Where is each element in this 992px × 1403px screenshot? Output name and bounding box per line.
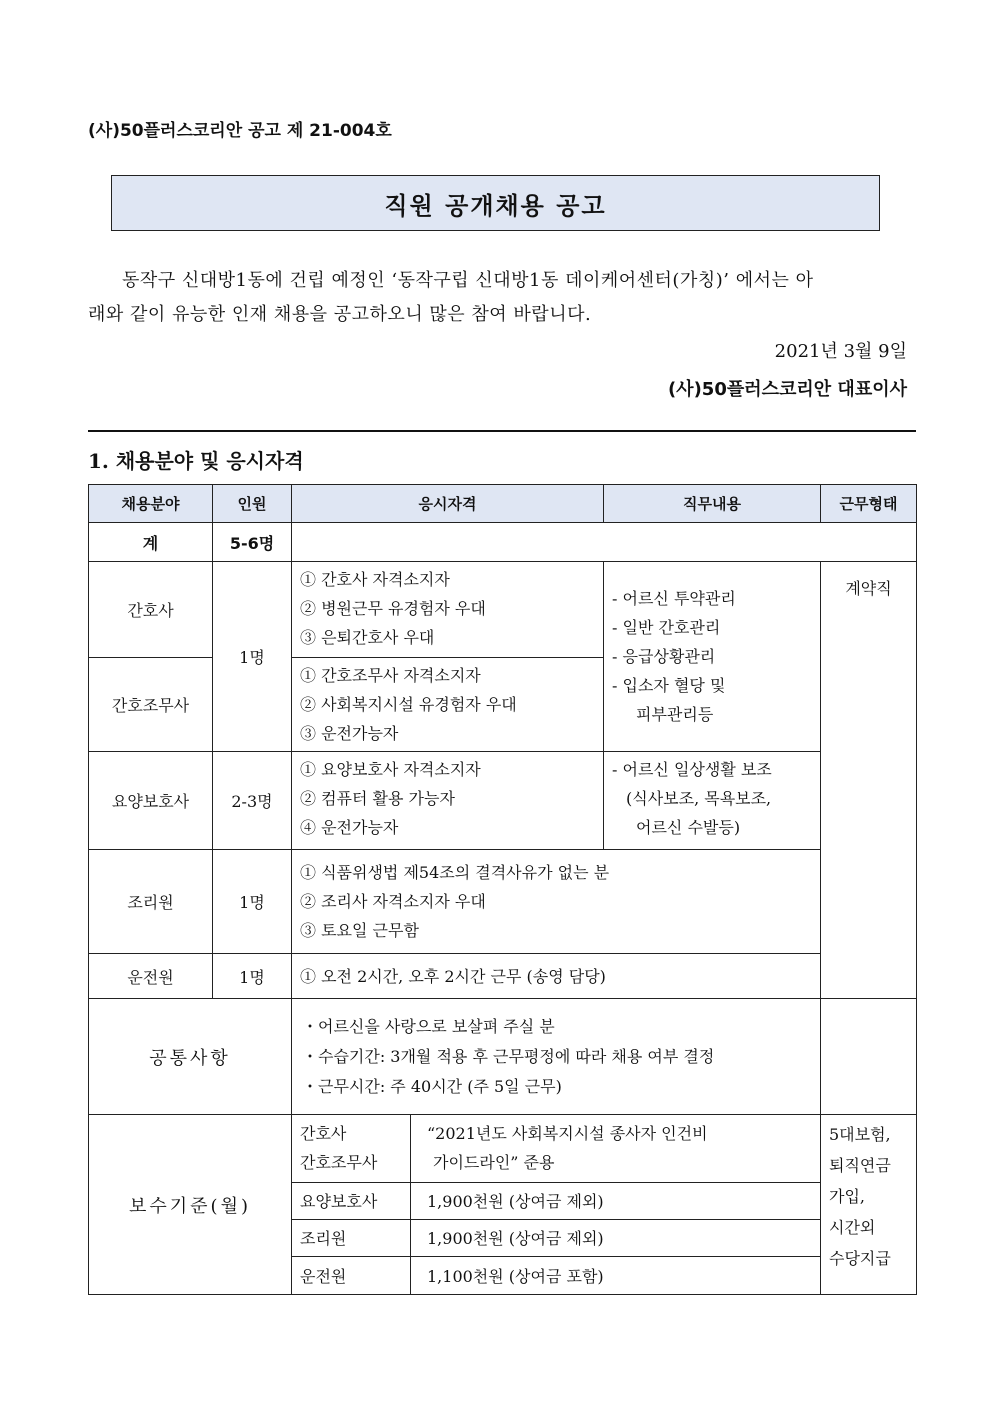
list-item: ・근무시간: 주 40시간 (주 5일 근무) xyxy=(302,1076,562,1096)
list-item: - 일반 간호관리 xyxy=(612,618,721,637)
list-item: ① 요양보호사 자격소지자 xyxy=(300,760,481,779)
total-label: 계 xyxy=(89,523,213,562)
pay-value-line: 가이드라인” 준용 xyxy=(433,1153,555,1173)
work-type: 계약직 xyxy=(821,562,917,999)
pay-value: 1,100천원 (상여금 포함) xyxy=(427,1266,604,1286)
count-driver: 1명 xyxy=(213,954,292,999)
table-header-row xyxy=(89,485,917,523)
page-title-text: 직원 공개채용 공고 xyxy=(384,191,607,220)
list-item: 가입, xyxy=(829,1187,865,1206)
table-row-cook xyxy=(89,850,917,954)
table-row-caregiver xyxy=(89,752,917,850)
list-item: ② 병원근무 유경험자 우대 xyxy=(300,599,486,618)
common-items xyxy=(292,999,821,1115)
pay-key: 운전원 xyxy=(292,1256,411,1294)
list-item: - 입소자 혈당 및 xyxy=(612,676,726,695)
header-duties: 직무내용 xyxy=(604,485,821,523)
pay-value-line: “2021년도 사회복지시설 종사자 인건비 xyxy=(427,1124,708,1144)
list-item: - 어르신 일상생활 보조 xyxy=(612,760,772,779)
common-empty xyxy=(821,999,917,1115)
intro-line-2: 래와 같이 유능한 인재 채용을 공고하오니 많은 참여 바랍니다. xyxy=(88,304,592,325)
pay-key-line: 간호조무사 xyxy=(300,1153,378,1173)
count-cook: 1명 xyxy=(213,850,292,954)
field-cook: 조리원 xyxy=(89,850,213,954)
list-item: ③ 토요일 근무함 xyxy=(300,921,419,940)
pay-table xyxy=(292,1115,820,1294)
table-row-pay xyxy=(89,1115,917,1295)
list-item: - 응급상황관리 xyxy=(612,647,716,666)
table-row-total xyxy=(89,523,917,562)
common-label: 공통사항 xyxy=(89,999,292,1115)
count-caregiver: 2-3명 xyxy=(213,752,292,850)
list-item: ・수습기간: 3개월 적용 후 근무평정에 따라 채용 여부 결정 xyxy=(302,1046,715,1066)
pay-note xyxy=(821,1115,917,1295)
list-item: 피부관리등 xyxy=(636,705,714,724)
duties-nurse xyxy=(604,562,821,752)
pay-value xyxy=(411,1115,821,1182)
pay-row xyxy=(292,1219,820,1256)
pay-row xyxy=(292,1256,820,1294)
list-item: (식사보조, 목욕보조, xyxy=(626,789,772,808)
field-caregiver: 요양보호사 xyxy=(89,752,213,850)
quals-nurse xyxy=(292,562,604,658)
list-item: ① 간호조무사 자격소지자 xyxy=(300,666,481,685)
notice-date: 2021년 3월 9일 xyxy=(774,341,907,362)
pay-table-cell xyxy=(292,1115,821,1295)
header-field: 채용분야 xyxy=(89,485,213,523)
pay-key: 조리원 xyxy=(292,1219,411,1256)
header-work-type: 근무형태 xyxy=(821,485,917,523)
quals-cook xyxy=(292,850,821,954)
count-nurse: 1명 xyxy=(213,562,292,752)
pay-row xyxy=(292,1182,820,1219)
list-item: 5대보험, xyxy=(829,1125,891,1144)
list-item: ② 컴퓨터 활용 가능자 xyxy=(300,789,455,808)
pay-value: 1,900천원 (상여금 제외) xyxy=(411,1219,821,1256)
quals-nurse-aide xyxy=(292,658,604,752)
intro-paragraph xyxy=(88,264,916,332)
recruitment-table xyxy=(88,484,917,1295)
list-item: ・어르신을 사랑으로 보살펴 주실 분 xyxy=(302,1016,555,1036)
list-item: ③ 운전가능자 xyxy=(300,724,399,743)
pay-row xyxy=(292,1115,820,1182)
list-item: 수당지급 xyxy=(829,1249,891,1268)
page-title xyxy=(111,175,880,231)
field-driver: 운전원 xyxy=(89,954,213,999)
list-item: 어르신 수발등) xyxy=(636,818,741,837)
list-item: ① 간호사 자격소지자 xyxy=(300,570,450,589)
pay-key: 요양보호사 xyxy=(292,1182,411,1219)
list-item: ④ 운전가능자 xyxy=(300,818,399,837)
header-qualifications: 응시자격 xyxy=(292,485,604,523)
list-item: ② 조리사 자격소지자 우대 xyxy=(300,892,486,911)
total-empty xyxy=(292,523,917,562)
intro-line-1: 동작구 신대방1동에 건립 예정인 ‘동작구립 신대방1동 데이케어센터(가칭)’ 에서는 아 xyxy=(122,270,814,291)
qual-driver: ① 오전 2시간, 오후 2시간 근무 (송영 담당) xyxy=(292,954,821,999)
duties-caregiver xyxy=(604,752,821,850)
pay-key xyxy=(292,1115,411,1182)
list-item: 시간외 xyxy=(829,1218,876,1237)
table-row-common xyxy=(89,999,917,1115)
list-item: ③ 은퇴간호사 우대 xyxy=(300,628,435,647)
table-row-driver xyxy=(89,954,917,999)
list-item: - 어르신 투약관리 xyxy=(612,589,736,608)
notice-number: (사)50플러스코리안 공고 제 21-004호 xyxy=(88,121,392,141)
list-item: ① 식품위생법 제54조의 결격사유가 없는 분 xyxy=(300,863,610,882)
list-item: ② 사회복지시설 유경험자 우대 xyxy=(300,695,517,714)
field-nurse-aide: 간호조무사 xyxy=(89,658,213,752)
header-count: 인원 xyxy=(213,485,292,523)
field-nurse: 간호사 xyxy=(89,562,213,658)
pay-label: 보수기준(월) xyxy=(89,1115,292,1295)
section-divider xyxy=(88,430,916,432)
table-row-nurse xyxy=(89,562,917,658)
section-heading: 1. 채용분야 및 응시자격 xyxy=(88,449,304,473)
total-count: 5-6명 xyxy=(213,523,292,562)
pay-key-line: 간호사 xyxy=(300,1124,347,1144)
pay-value: 1,900천원 (상여금 제외) xyxy=(411,1182,821,1219)
issuer: (사)50플러스코리안 대표이사 xyxy=(667,379,907,400)
list-item: 퇴직연금 xyxy=(829,1156,891,1175)
quals-caregiver xyxy=(292,752,604,850)
